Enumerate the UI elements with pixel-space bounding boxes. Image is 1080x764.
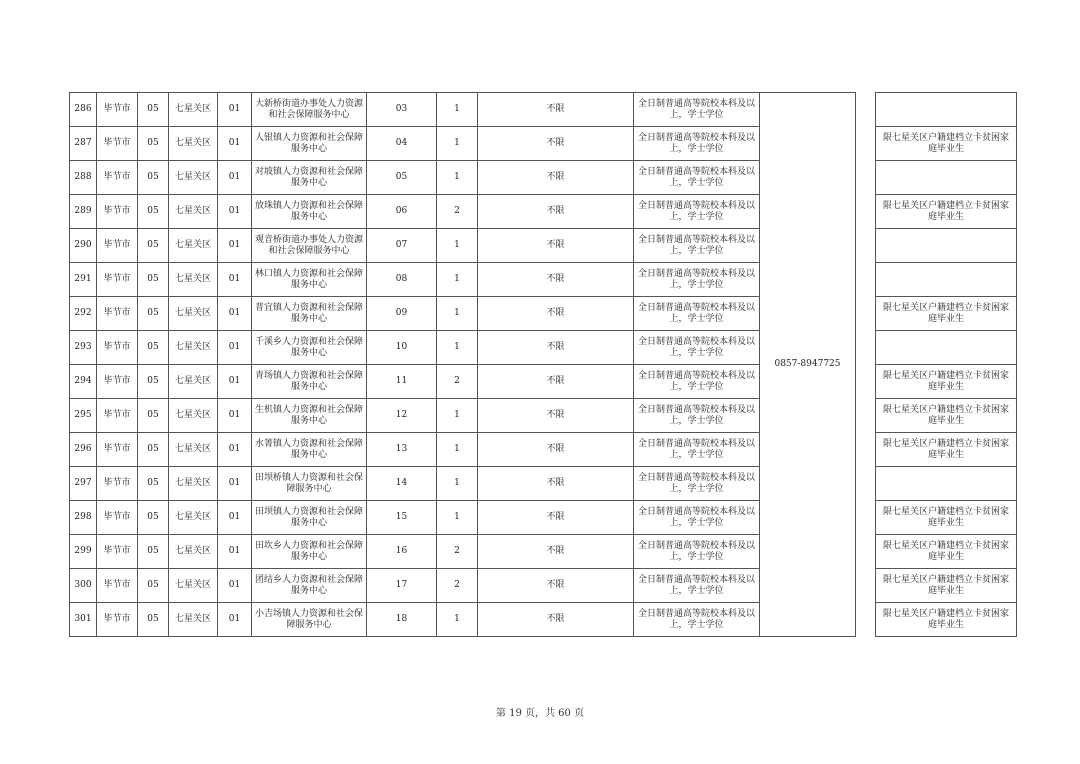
education-cell: 全日制普通高等院校本科及以上，学士学位 <box>634 195 760 229</box>
education-cell: 全日制普通高等院校本科及以上，学士学位 <box>634 297 760 331</box>
city-cell: 毕节市 <box>97 127 138 161</box>
headcount-cell: 1 <box>437 263 478 297</box>
county-code-cell: 01 <box>218 331 252 365</box>
city-cell: 毕节市 <box>97 535 138 569</box>
row-number-cell: 296 <box>70 433 97 467</box>
remark-cell <box>876 93 1017 127</box>
county-code-cell: 01 <box>218 365 252 399</box>
headcount-cell: 2 <box>437 535 478 569</box>
major-cell: 不限 <box>478 297 634 331</box>
city-code-cell: 05 <box>138 127 169 161</box>
remark-cell: 限七星关区户籍建档立卡贫困家庭毕业生 <box>876 569 1017 603</box>
post-code-cell: 12 <box>367 399 437 433</box>
county-code-cell: 01 <box>218 603 252 637</box>
row-number-cell: 297 <box>70 467 97 501</box>
county-code-cell: 01 <box>218 195 252 229</box>
post-code-cell: 15 <box>367 501 437 535</box>
city-code-cell: 05 <box>138 399 169 433</box>
city-code-cell: 05 <box>138 569 169 603</box>
unit-name-cell: 生机镇人力资源和社会保障服务中心 <box>252 399 367 433</box>
county-code-cell: 01 <box>218 467 252 501</box>
remark-cell: 限七星关区户籍建档立卡贫困家庭毕业生 <box>876 127 1017 161</box>
remark-cell: 限七星关区户籍建档立卡贫困家庭毕业生 <box>876 297 1017 331</box>
major-cell: 不限 <box>478 603 634 637</box>
education-cell: 全日制普通高等院校本科及以上，学士学位 <box>634 399 760 433</box>
education-cell: 全日制普通高等院校本科及以上，学士学位 <box>634 93 760 127</box>
education-cell: 全日制普通高等院校本科及以上，学士学位 <box>634 501 760 535</box>
row-number-cell: 295 <box>70 399 97 433</box>
post-code-cell: 16 <box>367 535 437 569</box>
row-number-cell: 286 <box>70 93 97 127</box>
table-body <box>70 93 1017 637</box>
city-code-cell: 05 <box>138 603 169 637</box>
unit-name-cell: 大新桥街道办事处人力资源和社会保障服务中心 <box>252 93 367 127</box>
major-cell: 不限 <box>478 331 634 365</box>
city-cell: 毕节市 <box>97 93 138 127</box>
post-code-cell: 11 <box>367 365 437 399</box>
county-cell: 七星关区 <box>169 263 218 297</box>
city-code-cell: 05 <box>138 501 169 535</box>
unit-name-cell: 对坡镇人力资源和社会保障服务中心 <box>252 161 367 195</box>
remark-cell: 限七星关区户籍建档立卡贫困家庭毕业生 <box>876 535 1017 569</box>
education-cell: 全日制普通高等院校本科及以上，学士学位 <box>634 161 760 195</box>
education-cell: 全日制普通高等院校本科及以上，学士学位 <box>634 263 760 297</box>
county-cell: 七星关区 <box>169 229 218 263</box>
county-code-cell: 01 <box>218 229 252 263</box>
major-cell: 不限 <box>478 127 634 161</box>
unit-name-cell: 田坝桥镇人力资源和社会保障服务中心 <box>252 467 367 501</box>
unit-name-cell: 人银镇人力资源和社会保障服务中心 <box>252 127 367 161</box>
city-code-cell: 05 <box>138 263 169 297</box>
headcount-cell: 1 <box>437 603 478 637</box>
post-code-cell: 18 <box>367 603 437 637</box>
county-code-cell: 01 <box>218 161 252 195</box>
remark-cell <box>876 161 1017 195</box>
post-code-cell: 17 <box>367 569 437 603</box>
headcount-cell: 1 <box>437 297 478 331</box>
city-cell: 毕节市 <box>97 229 138 263</box>
row-number-cell: 290 <box>70 229 97 263</box>
county-cell: 七星关区 <box>169 331 218 365</box>
education-cell: 全日制普通高等院校本科及以上，学士学位 <box>634 433 760 467</box>
headcount-cell: 2 <box>437 569 478 603</box>
unit-name-cell: 放珠镇人力资源和社会保障服务中心 <box>252 195 367 229</box>
county-cell: 七星关区 <box>169 93 218 127</box>
county-cell: 七星关区 <box>169 501 218 535</box>
city-cell: 毕节市 <box>97 501 138 535</box>
unit-name-cell: 青场镇人力资源和社会保障服务中心 <box>252 365 367 399</box>
city-cell: 毕节市 <box>97 297 138 331</box>
row-number-cell: 298 <box>70 501 97 535</box>
post-code-cell: 08 <box>367 263 437 297</box>
city-cell: 毕节市 <box>97 467 138 501</box>
post-code-cell: 04 <box>367 127 437 161</box>
county-code-cell: 01 <box>218 569 252 603</box>
row-number-cell: 300 <box>70 569 97 603</box>
headcount-cell: 1 <box>437 161 478 195</box>
major-cell: 不限 <box>478 467 634 501</box>
education-cell: 全日制普通高等院校本科及以上，学士学位 <box>634 127 760 161</box>
row-number-cell: 293 <box>70 331 97 365</box>
headcount-cell: 1 <box>437 467 478 501</box>
remark-cell: 限七星关区户籍建档立卡贫困家庭毕业生 <box>876 399 1017 433</box>
city-code-cell: 05 <box>138 297 169 331</box>
headcount-cell: 1 <box>437 433 478 467</box>
major-cell: 不限 <box>478 263 634 297</box>
county-cell: 七星关区 <box>169 127 218 161</box>
major-cell: 不限 <box>478 535 634 569</box>
post-code-cell: 13 <box>367 433 437 467</box>
county-cell: 七星关区 <box>169 535 218 569</box>
city-cell: 毕节市 <box>97 399 138 433</box>
education-cell: 全日制普通高等院校本科及以上，学士学位 <box>634 603 760 637</box>
unit-name-cell: 团结乡人力资源和社会保障服务中心 <box>252 569 367 603</box>
major-cell: 不限 <box>478 501 634 535</box>
education-cell: 全日制普通高等院校本科及以上，学士学位 <box>634 467 760 501</box>
city-cell: 毕节市 <box>97 569 138 603</box>
county-code-cell: 01 <box>218 433 252 467</box>
row-number-cell: 301 <box>70 603 97 637</box>
county-code-cell: 01 <box>218 93 252 127</box>
remark-cell: 限七星关区户籍建档立卡贫困家庭毕业生 <box>876 365 1017 399</box>
unit-name-cell: 林口镇人力资源和社会保障服务中心 <box>252 263 367 297</box>
county-cell: 七星关区 <box>169 161 218 195</box>
headcount-cell: 1 <box>437 229 478 263</box>
county-cell: 七星关区 <box>169 195 218 229</box>
unit-name-cell: 小吉场镇人力资源和社会保障服务中心 <box>252 603 367 637</box>
city-code-cell: 05 <box>138 433 169 467</box>
remark-cell: 限七星关区户籍建档立卡贫困家庭毕业生 <box>876 195 1017 229</box>
unit-name-cell: 千溪乡人力资源和社会保障服务中心 <box>252 331 367 365</box>
county-cell: 七星关区 <box>169 365 218 399</box>
county-cell: 七星关区 <box>169 603 218 637</box>
remark-cell: 限七星关区户籍建档立卡贫困家庭毕业生 <box>876 501 1017 535</box>
headcount-cell: 1 <box>437 399 478 433</box>
unit-name-cell: 普宜镇人力资源和社会保障服务中心 <box>252 297 367 331</box>
remark-cell <box>876 263 1017 297</box>
city-cell: 毕节市 <box>97 195 138 229</box>
unit-name-cell: 田坝镇人力资源和社会保障服务中心 <box>252 501 367 535</box>
post-code-cell: 05 <box>367 161 437 195</box>
city-code-cell: 05 <box>138 331 169 365</box>
city-cell: 毕节市 <box>97 603 138 637</box>
major-cell: 不限 <box>478 229 634 263</box>
county-code-cell: 01 <box>218 501 252 535</box>
city-cell: 毕节市 <box>97 331 138 365</box>
city-code-cell: 05 <box>138 535 169 569</box>
post-code-cell: 07 <box>367 229 437 263</box>
county-cell: 七星关区 <box>169 297 218 331</box>
major-cell: 不限 <box>478 569 634 603</box>
city-code-cell: 05 <box>138 195 169 229</box>
county-code-cell: 01 <box>218 297 252 331</box>
headcount-cell: 2 <box>437 365 478 399</box>
city-cell: 毕节市 <box>97 263 138 297</box>
row-number-cell: 299 <box>70 535 97 569</box>
county-cell: 七星关区 <box>169 433 218 467</box>
remark-cell: 限七星关区户籍建档立卡贫困家庭毕业生 <box>876 603 1017 637</box>
county-code-cell: 01 <box>218 535 252 569</box>
major-cell: 不限 <box>478 161 634 195</box>
row-number-cell: 292 <box>70 297 97 331</box>
education-cell: 全日制普通高等院校本科及以上，学士学位 <box>634 229 760 263</box>
post-code-cell: 10 <box>367 331 437 365</box>
city-code-cell: 05 <box>138 229 169 263</box>
city-code-cell: 05 <box>138 467 169 501</box>
post-code-cell: 09 <box>367 297 437 331</box>
headcount-cell: 1 <box>437 127 478 161</box>
unit-name-cell: 田坎乡人力资源和社会保障服务中心 <box>252 535 367 569</box>
city-cell: 毕节市 <box>97 161 138 195</box>
county-code-cell: 01 <box>218 127 252 161</box>
remark-cell: 限七星关区户籍建档立卡贫困家庭毕业生 <box>876 433 1017 467</box>
post-code-cell: 14 <box>367 467 437 501</box>
remark-cell <box>876 331 1017 365</box>
major-cell: 不限 <box>478 365 634 399</box>
row-number-cell: 288 <box>70 161 97 195</box>
major-cell: 不限 <box>478 433 634 467</box>
headcount-cell: 1 <box>437 501 478 535</box>
education-cell: 全日制普通高等院校本科及以上，学士学位 <box>634 535 760 569</box>
post-code-cell: 06 <box>367 195 437 229</box>
column-gap <box>856 93 876 637</box>
county-code-cell: 01 <box>218 399 252 433</box>
row-number-cell: 294 <box>70 365 97 399</box>
city-cell: 毕节市 <box>97 365 138 399</box>
major-cell: 不限 <box>478 399 634 433</box>
major-cell: 不限 <box>478 195 634 229</box>
remark-cell <box>876 229 1017 263</box>
county-cell: 七星关区 <box>169 569 218 603</box>
county-cell: 七星关区 <box>169 467 218 501</box>
row-number-cell: 289 <box>70 195 97 229</box>
headcount-cell: 1 <box>437 93 478 127</box>
city-code-cell: 05 <box>138 365 169 399</box>
education-cell: 全日制普通高等院校本科及以上，学士学位 <box>634 331 760 365</box>
row-number-cell: 291 <box>70 263 97 297</box>
city-code-cell: 05 <box>138 93 169 127</box>
post-code-cell: 03 <box>367 93 437 127</box>
row-number-cell: 287 <box>70 127 97 161</box>
county-cell: 七星关区 <box>169 399 218 433</box>
contact-phone-cell: 0857-8947725 <box>760 93 856 637</box>
city-cell: 毕节市 <box>97 433 138 467</box>
page-number: 第 19 页，共 60 页 <box>495 708 585 719</box>
unit-name-cell: 观音桥街道办事处人力资源和社会保障服务中心 <box>252 229 367 263</box>
city-code-cell: 05 <box>138 161 169 195</box>
county-code-cell: 01 <box>218 263 252 297</box>
recruitment-table <box>69 92 1017 637</box>
remark-cell <box>876 467 1017 501</box>
education-cell: 全日制普通高等院校本科及以上，学士学位 <box>634 569 760 603</box>
headcount-cell: 1 <box>437 331 478 365</box>
education-cell: 全日制普通高等院校本科及以上，学士学位 <box>634 365 760 399</box>
headcount-cell: 2 <box>437 195 478 229</box>
table-row <box>70 93 1017 127</box>
major-cell: 不限 <box>478 93 634 127</box>
unit-name-cell: 水箐镇人力资源和社会保障服务中心 <box>252 433 367 467</box>
